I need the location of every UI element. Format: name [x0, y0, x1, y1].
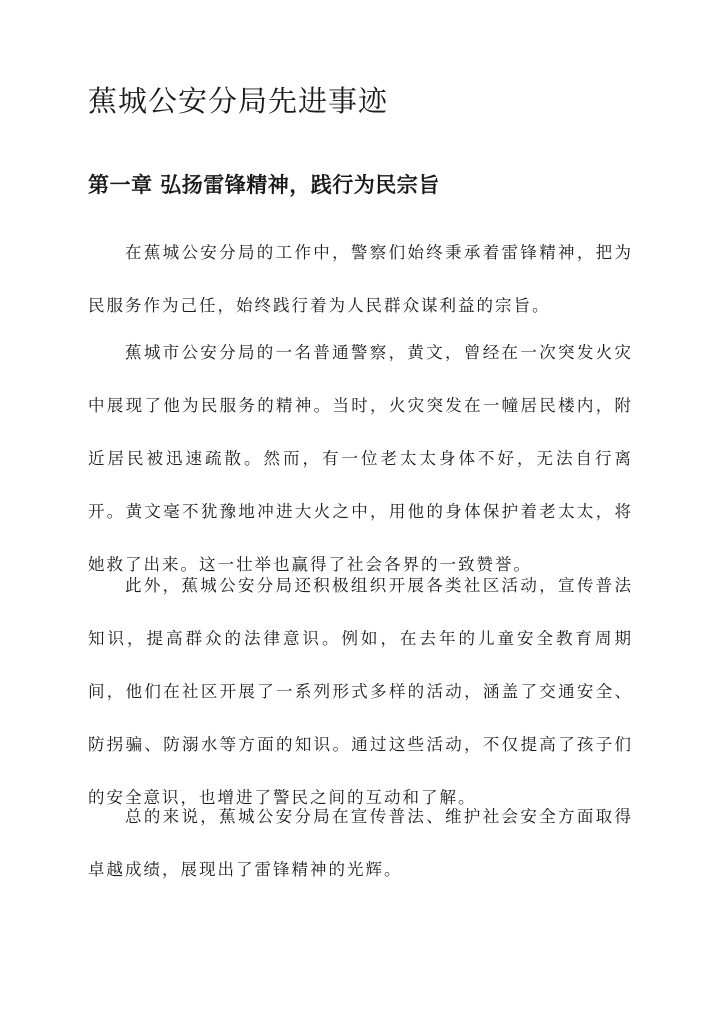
paragraph-intro: 在蕉城公安分局的工作中，警察们始终秉承着雷锋精神，把为民服务作为己任，始终践行着为人民群众谋利益的宗旨。: [88, 243, 633, 315]
paragraph-community-activities: 此外，蕉城公安分局还积极组织开展各类社区活动，宣传普法知识，提高群众的法律意识。例如，在去年的儿童安全教育周期间，他们在社区开展了一系列形式多样的活动，涵盖了交通安全、防拐骗、防溺水等方面的知识。通过这些活动，不仅提高了孩子们的安全意识，也增进了警民之间的互动和了解。: [88, 576, 633, 807]
paragraph-conclusion: 总的来说，蕉城公安分局在宣传普法、维护社会安全方面取得卓越成绩，展现出了雷锋精神的光辉。: [88, 807, 633, 879]
paragraph-fire-rescue: 蕉城市公安分局的一名普通警察，黄文，曾经在一次突发火灾中展现了他为民服务的精神。当时，火灾突发在一幢居民楼内，附近居民被迅速疏散。然而，有一位老太太身体不好，无法自行离开。黄文毫不犹豫地冲进大火之中，用他的身体保护着老太太，将她救了出来。这一壮举也赢得了社会各界的一致赞誉。: [88, 343, 633, 574]
document-title: 蕉城公安分局先进事迹: [88, 84, 389, 118]
chapter-title: 第一章 弘扬雷锋精神，践行为民宗旨: [88, 172, 440, 197]
